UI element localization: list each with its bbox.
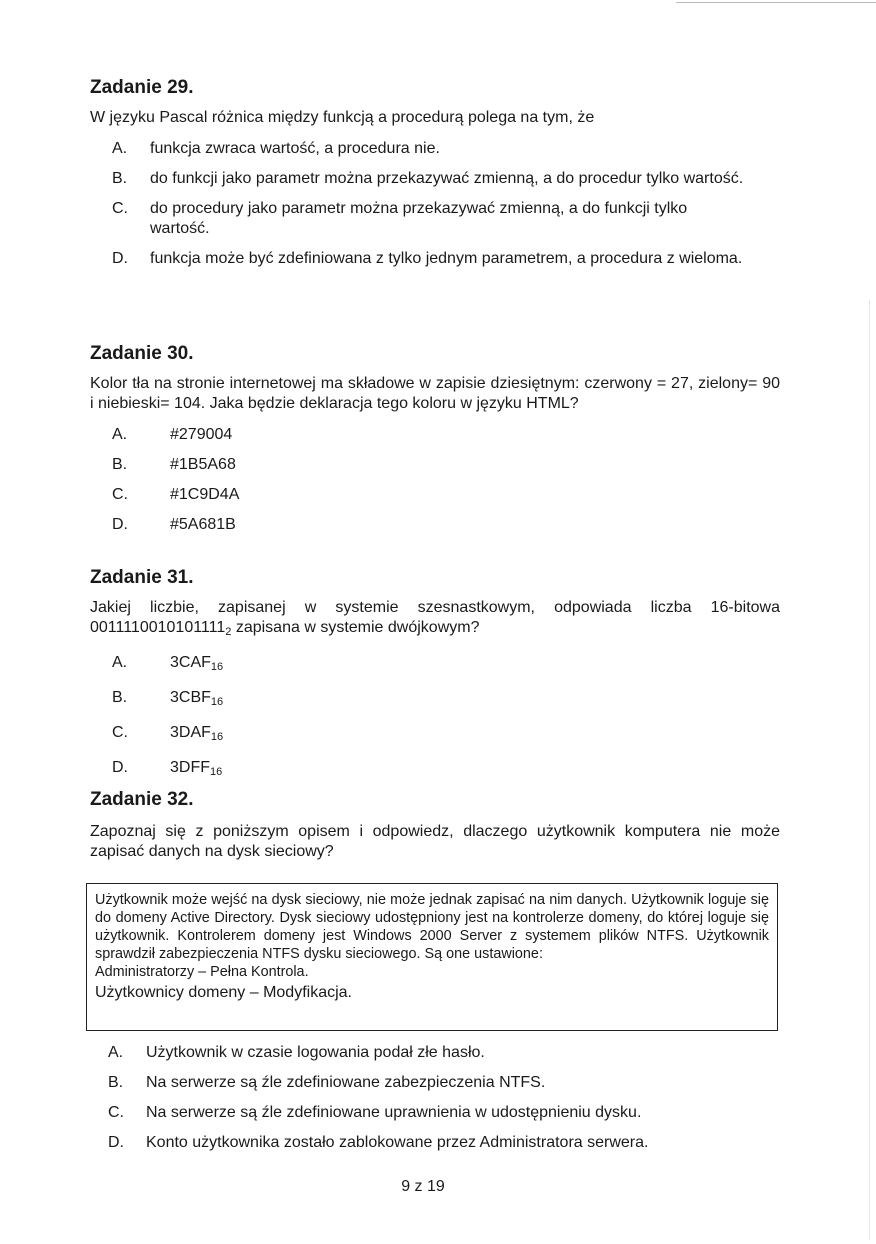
task-30 bbox=[90, 342, 780, 545]
base-subscript: 16 bbox=[210, 661, 224, 673]
task-32 bbox=[90, 788, 780, 862]
answer-option-b bbox=[90, 169, 780, 189]
answer-option-c bbox=[90, 485, 780, 505]
option-text: do procedury jako parametr można przekazywać zmienną, a do funkcji tylko wartość. bbox=[150, 200, 688, 237]
option-letter: B. bbox=[108, 1074, 124, 1091]
option-letter: C. bbox=[112, 200, 128, 217]
task-title: Zadanie 30. bbox=[90, 343, 194, 364]
option-letter: A. bbox=[112, 654, 128, 671]
option-text bbox=[170, 758, 770, 783]
option-letter: D. bbox=[112, 759, 128, 776]
option-text: do funkcji jako parametr można przekazywać zmienną, a do procedur tylko wartość. bbox=[150, 170, 744, 187]
answer-option-c bbox=[90, 1103, 780, 1123]
answer-options bbox=[90, 425, 780, 535]
scenario-line-admins: Administratorzy – Pełna Kontrola. bbox=[95, 964, 309, 980]
answer-option-c bbox=[90, 723, 780, 748]
option-text: #1C9D4A bbox=[170, 486, 240, 503]
scenario-box bbox=[86, 883, 778, 1031]
option-text: #5A681B bbox=[170, 516, 236, 533]
option-letter: D. bbox=[112, 249, 128, 267]
task-question: Kolor tła na stronie internetowej ma składowe w zapisie dziesiętnym: czerwony = 27, zielony= 90 i niebieski= 104. Jaka będzie deklaracja tego koloru w języku HTML? bbox=[90, 375, 780, 412]
option-letter: C. bbox=[112, 724, 128, 741]
option-letter: D. bbox=[112, 516, 128, 533]
answer-option-a bbox=[90, 653, 780, 678]
answer-options bbox=[90, 139, 780, 268]
base-subscript: 16 bbox=[210, 731, 224, 743]
option-letter: C. bbox=[112, 486, 128, 503]
answer-option-d bbox=[90, 515, 780, 535]
task-question: Zapoznaj się z poniższym opisem i odpowiedz, dlaczego użytkownik komputera nie może zapisać danych na dysk sieciowy? bbox=[90, 823, 780, 860]
answer-option-a bbox=[90, 1043, 780, 1063]
answer-option-a bbox=[90, 139, 780, 159]
task-29 bbox=[90, 76, 780, 279]
option-text: Konto użytkownika zostało zablokowane przez Administratora serwera. bbox=[146, 1134, 649, 1151]
task-title: Zadanie 32. bbox=[90, 789, 194, 810]
task-31 bbox=[90, 566, 780, 793]
answer-option-a bbox=[90, 425, 780, 445]
answer-option-d bbox=[90, 758, 780, 783]
option-text: Na serwerze są źle zdefiniowane uprawnienia w udostępnieniu dysku. bbox=[146, 1104, 642, 1121]
hex-value: 3CBF bbox=[170, 689, 211, 706]
option-text bbox=[170, 653, 770, 678]
option-letter: A. bbox=[112, 426, 128, 443]
answer-option-c bbox=[90, 199, 780, 238]
task-question: W języku Pascal różnica między funkcją a procedurą polega na tym, że bbox=[90, 109, 595, 126]
base-subscript: 16 bbox=[210, 696, 224, 708]
answer-option-d bbox=[90, 249, 780, 269]
answer-options bbox=[90, 1043, 780, 1153]
scan-artifact-edge bbox=[869, 300, 870, 1240]
option-letter: B. bbox=[112, 456, 128, 473]
base-subscript: 2 bbox=[225, 626, 232, 638]
scenario-line-users: Użytkownicy domeny – Modyfikacja. bbox=[95, 984, 352, 1001]
answer-option-d bbox=[90, 1133, 780, 1153]
task-title: Zadanie 29. bbox=[90, 77, 194, 98]
task-question bbox=[90, 598, 780, 642]
option-text bbox=[170, 723, 770, 748]
hex-value: 3DAF bbox=[170, 724, 211, 741]
answer-option-b bbox=[90, 1073, 780, 1093]
task-32-options bbox=[90, 1043, 780, 1163]
option-text bbox=[170, 688, 770, 713]
option-letter: B. bbox=[112, 170, 128, 187]
option-text: funkcja zwraca wartość, a procedura nie. bbox=[150, 140, 440, 157]
page-number: 9 z 19 bbox=[401, 1178, 445, 1195]
hex-value: 3CAF bbox=[170, 654, 211, 671]
option-text: #1B5A68 bbox=[170, 456, 236, 473]
scenario-text: Użytkownik może wejść na dysk sieciowy, nie może jednak zapisać na nim danych. Użytkownik loguje się do domeny Active Directory. Dysk sieciowy udostępniony jest na kontrolerze domeny, do której loguje się użytkownik. Kontrolerem domeny jest Windows 2000 Server z systemem plików NTFS. Użytkownik sprawdził zabezpieczenia NTFS dysku sieciowego. Są one ustawione: bbox=[95, 892, 769, 962]
option-letter: C. bbox=[108, 1104, 124, 1121]
option-letter: A. bbox=[112, 140, 128, 157]
option-text: funkcja może być zdefiniowana z tylko jednym parametrem, a procedura z wieloma. bbox=[150, 249, 743, 267]
option-letter: A. bbox=[108, 1044, 124, 1061]
scan-artifact-line bbox=[676, 2, 876, 3]
option-text: Użytkownik w czasie logowania podał złe hasło. bbox=[146, 1044, 485, 1061]
task-title: Zadanie 31. bbox=[90, 567, 194, 588]
answer-option-b bbox=[90, 455, 780, 475]
option-letter: B. bbox=[112, 689, 128, 706]
option-text: #279004 bbox=[170, 426, 233, 443]
base-subscript: 16 bbox=[210, 766, 223, 778]
answer-options bbox=[90, 653, 780, 783]
question-text-end: zapisana w systemie dwójkowym? bbox=[231, 619, 480, 636]
option-text: Na serwerze są źle zdefiniowane zabezpieczenia NTFS. bbox=[146, 1074, 546, 1091]
answer-option-b bbox=[90, 688, 780, 713]
question-text: Jakiej liczbie, zapisanej w systemie szesnastkowym, odpowiada liczba 16-bitowa 0011110010101111 bbox=[90, 599, 780, 636]
option-letter: D. bbox=[108, 1134, 124, 1151]
hex-value: 3DFF bbox=[170, 759, 210, 776]
